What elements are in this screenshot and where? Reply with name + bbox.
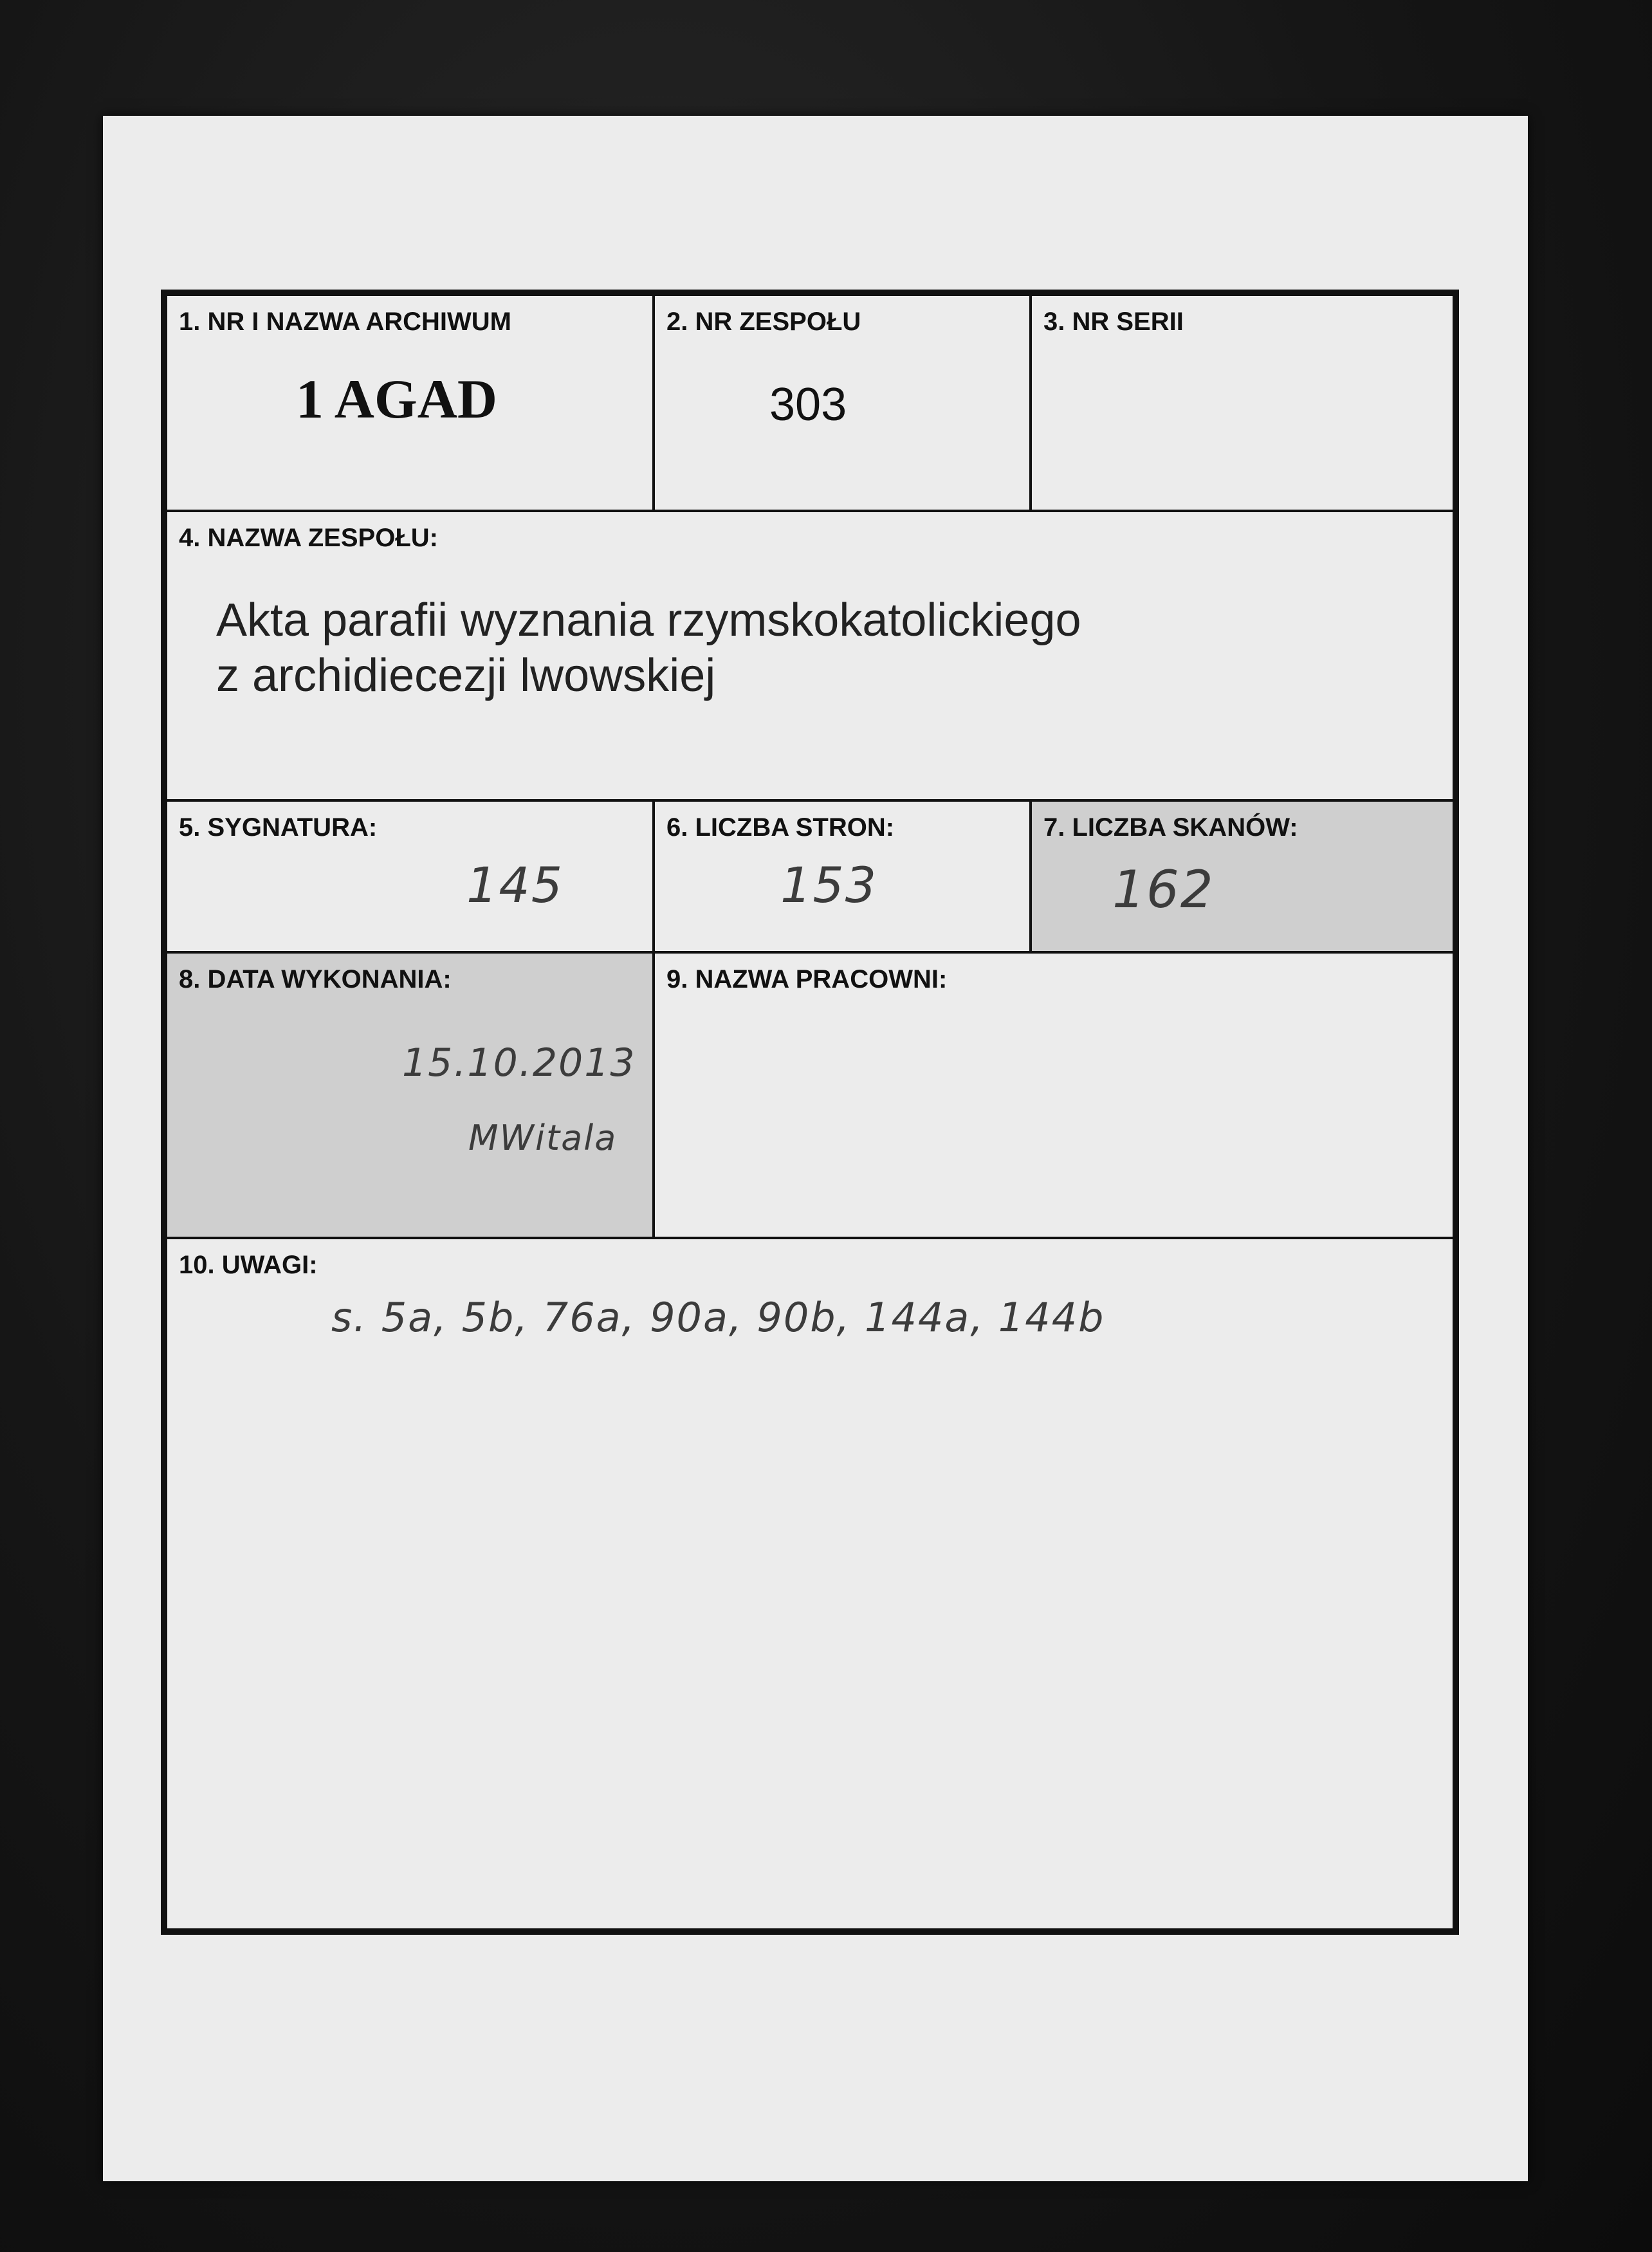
- date-value: 15.10.2013: [402, 1040, 636, 1085]
- cell-date: [165, 951, 655, 1239]
- scan-count-value: 162: [1112, 860, 1215, 919]
- cell-fonds-name: [165, 510, 1455, 802]
- fonds-number-label: 2. NR ZESPOŁU: [666, 308, 861, 336]
- scan-count-label: 7. LICZBA SKANÓW:: [1043, 813, 1298, 842]
- cell-page-count: [652, 799, 1032, 954]
- cell-remarks: [165, 1237, 1455, 1931]
- fonds-name-line-1: Akta parafii wyznania rzymskokatolickiego: [216, 595, 1081, 646]
- archive-value: 1 AGAD: [296, 368, 497, 430]
- remarks-label: 10. UWAGI:: [179, 1251, 318, 1279]
- remarks-value: s. 5a, 5b, 76a, 90a, 90b, 144a, 144b: [331, 1294, 1105, 1341]
- fonds-name-value: [216, 593, 1081, 703]
- fonds-number-value: 303: [769, 379, 847, 430]
- page-count-label: 6. LICZBA STRON:: [666, 813, 895, 842]
- cell-signature: [165, 799, 655, 954]
- archive-label: 1. NR I NAZWA ARCHIWUM: [179, 308, 511, 336]
- signature-label: 5. SYGNATURA:: [179, 813, 378, 842]
- fonds-name-line-2: z archidiecezji lwowskiej: [216, 650, 716, 701]
- cell-workshop: [652, 951, 1455, 1239]
- cell-scan-count: [1029, 799, 1455, 954]
- operator-signature: MWitala: [468, 1118, 618, 1158]
- fonds-name-label: 4. NAZWA ZESPOŁU:: [179, 524, 438, 552]
- signature-value: 145: [466, 856, 564, 914]
- archive-form: [161, 290, 1459, 1935]
- date-label: 8. DATA WYKONANIA:: [179, 965, 452, 993]
- cell-series-number: [1029, 293, 1455, 512]
- page-count-value: 153: [780, 856, 878, 914]
- series-number-label: 3. NR SERII: [1043, 308, 1184, 336]
- cell-archive: [165, 293, 655, 512]
- cell-fonds-number: [652, 293, 1032, 512]
- workshop-label: 9. NAZWA PRACOWNI:: [666, 965, 948, 993]
